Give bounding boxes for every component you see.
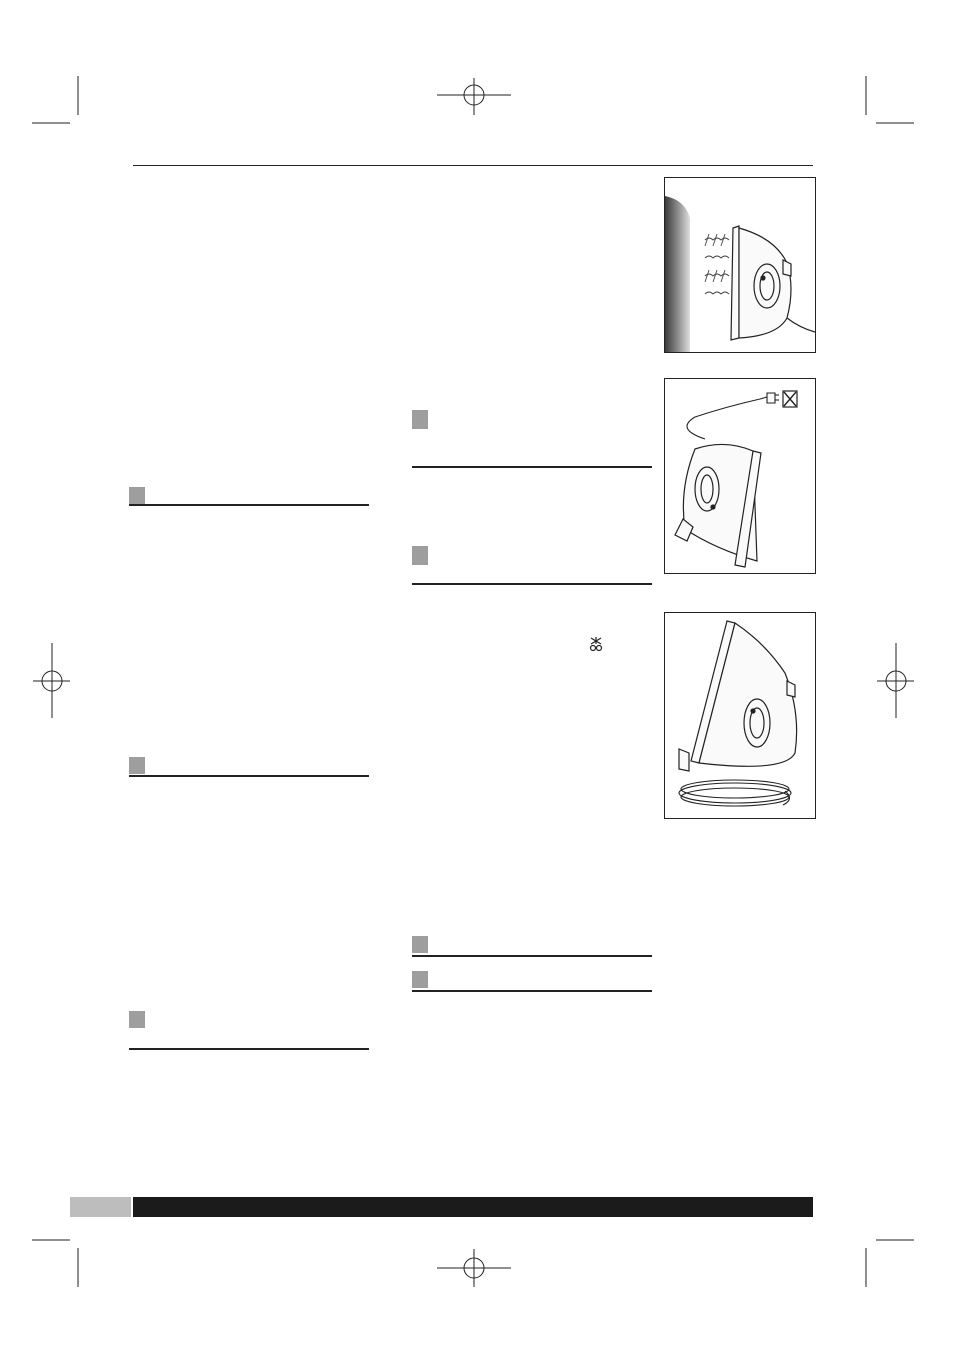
- section-square: [412, 546, 428, 565]
- section-rule: [129, 775, 369, 777]
- section-square: [412, 971, 428, 988]
- iron-cord-storage-illustration: [665, 613, 815, 818]
- figure-unplugged-cooling: [664, 378, 816, 574]
- iron-vertical-steam-illustration: [665, 178, 815, 352]
- footer-page-number-box: [70, 1197, 131, 1217]
- anti-calc-symbol-icon: [588, 636, 604, 652]
- section-square: [129, 1011, 145, 1028]
- section-marker-left-1: [129, 487, 369, 507]
- section-rule: [412, 466, 652, 468]
- section-square: [412, 410, 428, 429]
- header-rule: [133, 165, 813, 166]
- iron-unplugged-illustration: [665, 379, 815, 573]
- section-marker-left-3: [129, 1011, 369, 1051]
- figure-cord-storage: [664, 612, 816, 819]
- section-marker-right-3: [412, 936, 652, 956]
- section-square: [129, 757, 145, 774]
- section-marker-left-2: [129, 757, 369, 777]
- section-rule: [412, 990, 652, 992]
- section-rule: [129, 504, 369, 506]
- footer-bar: [133, 1197, 813, 1217]
- section-marker-right-2: [412, 546, 652, 586]
- section-rule: [412, 583, 652, 585]
- no-plug-icon: [783, 391, 797, 407]
- section-rule: [129, 1048, 369, 1050]
- section-square: [412, 936, 428, 953]
- section-square: [129, 487, 145, 504]
- figure-vertical-steam: [664, 177, 816, 353]
- section-marker-right-4: [412, 971, 652, 991]
- section-marker-right-1: [412, 410, 652, 470]
- section-rule: [412, 955, 652, 957]
